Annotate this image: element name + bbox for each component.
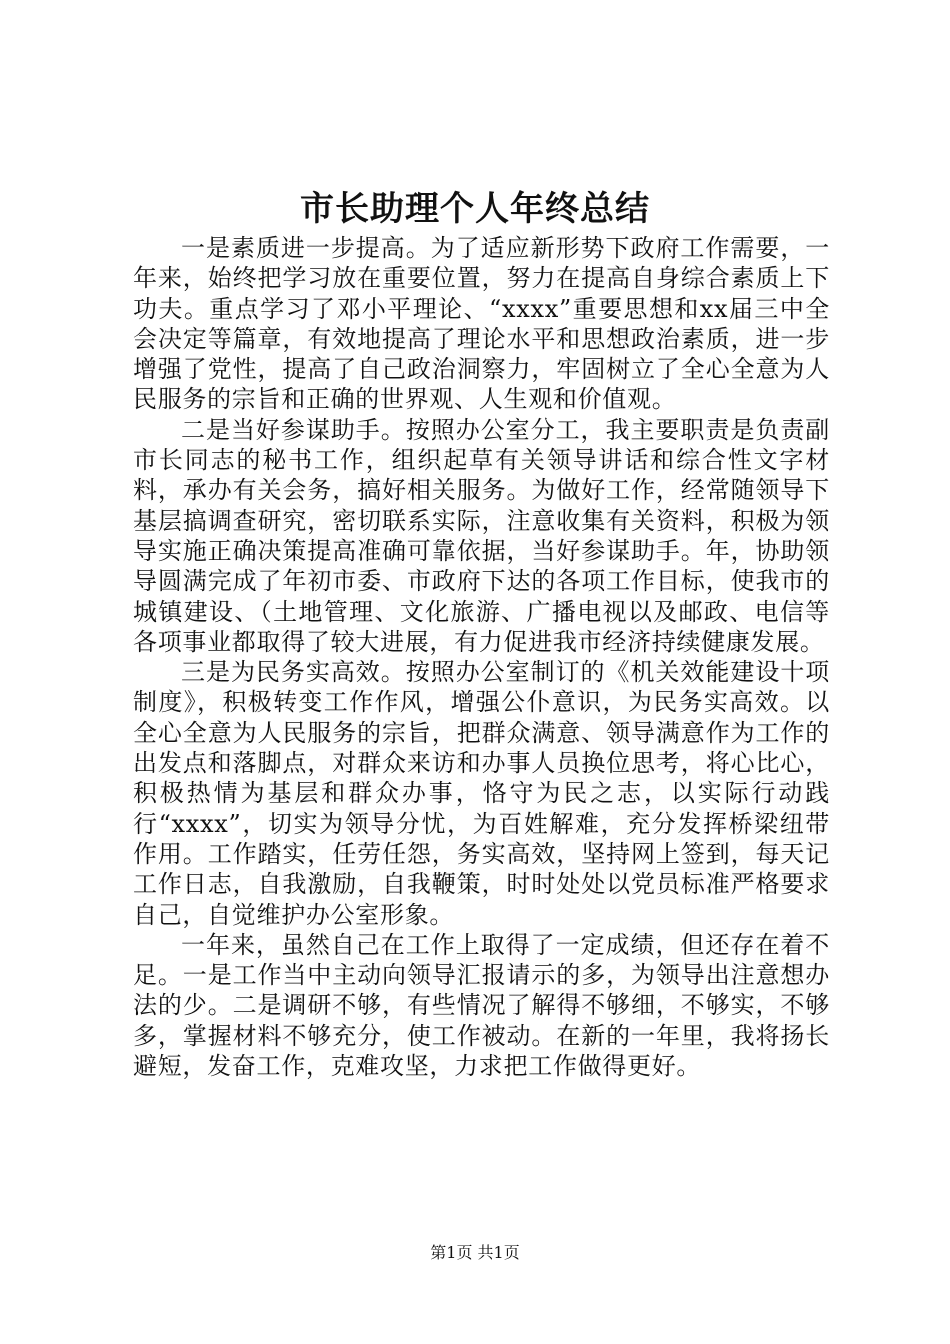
paragraph-3: 三是为民务实高效。按照办公室制订的《机关效能建设十项制度》，积极转变工作作风，增强公仆意识，为民务实高效。以全心全意为人民服务的宗旨，把群众满意、领导满意作为工作的出发点和落脚点，对群众来访和办事人员换位思考，将心比心，积极热情为基层和群众办事，恪守为民之志，以实际行动践行“xxxx”，切实为领导分忧，为百姓解难，充分发挥桥梁纽带作用。工作踏实，任劳任怨，务实高效，坚持网上签到，每天记工作日志，自我激励，自我鞭策，时时处处以党员标准严格要求自己，自觉维护办公室形象。 — [133, 658, 830, 929]
paragraph-2: 二是当好参谋助手。按照办公室分工，我主要职责是负责副市长同志的秘书工作，组织起草有关领导讲话和综合性文字材料，承办有关会务，搞好相关服务。为做好工作，经常随领导下基层搞调查研究，密切联系实际，注意收集有关资料，积极为领导实施正确决策提高准确可靠依据，当好参谋助手。年，协助领导圆满完成了年初市委、市政府下达的各项工作目标，使我市的城镇建设、（土地管理、文化旅游、广播电视以及邮政、电信等各项事业都取得了较大进展，有力促进我市经济持续健康发展。 — [133, 415, 830, 656]
paragraph-1: 一是素质进一步提高。为了适应新形势下政府工作需要，一年来，始终把学习放在重要位置，努力在提高自身综合素质上下功夫。重点学习了邓小平理论、“xxxx”重要思想和xx届三中全会决定等篇章，有效地提高了理论水平和思想政治素质，进一步增强了党性，提高了自己政治洞察力，牢固树立了全心全意为人民服务的宗旨和正确的世界观、人生观和价值观。 — [133, 234, 830, 414]
document-body — [133, 233, 830, 1081]
document-title: 市长助理个人年终总结 — [300, 189, 650, 229]
paragraph-4: 一年来，虽然自己在工作上取得了一定成绩，但还存在着不足。一是工作当中主动向领导汇报请示的多，为领导出注意想办法的少。二是调研不够，有些情况了解得不够细，不够实，不够多，掌握材料不够充分，使工作被动。在新的一年里，我将扬长避短，发奋工作，克难攻坚，力求把工作做得更好。 — [133, 930, 830, 1081]
page-footer: 第1页 共1页 — [430, 1243, 520, 1262]
